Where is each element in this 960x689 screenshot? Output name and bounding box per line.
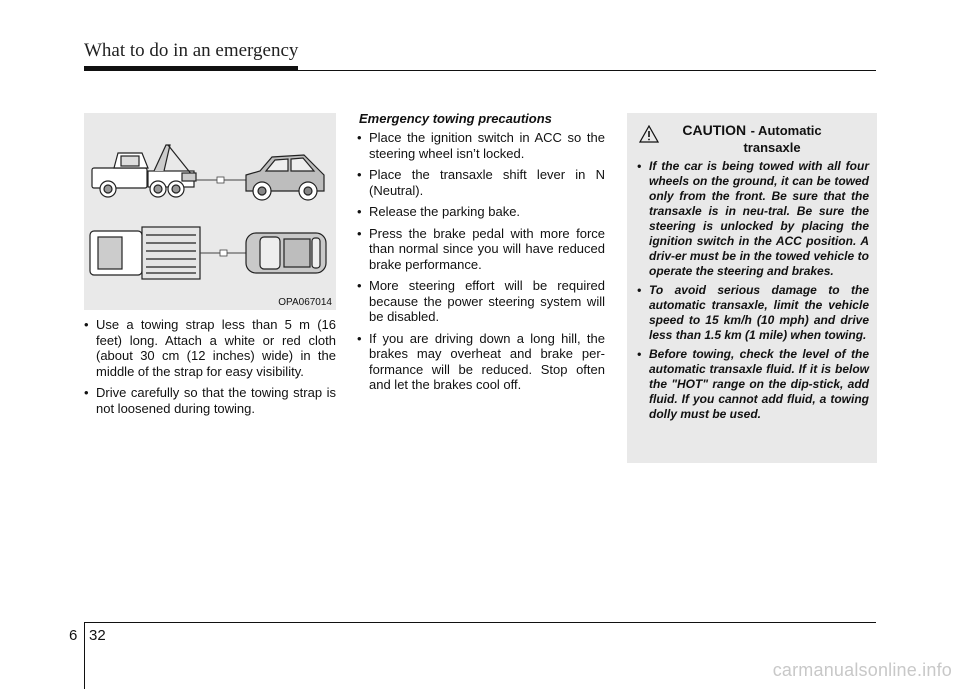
list-item: • Place the transaxle shift lever in N (Neutral).: [357, 167, 605, 198]
page-title: What to do in an emergency: [84, 40, 299, 61]
list-item: • Drive carefully so that the towing strap is not loosened during towing.: [84, 385, 336, 416]
towing-strap-list: [84, 317, 336, 416]
caution-title: [627, 122, 877, 155]
towed-car-top-icon: [246, 233, 326, 273]
caution-subtitle-2: transaxle: [743, 140, 801, 155]
precautions-list: [357, 130, 605, 393]
list-item: • If the car is being towed with all four wheels on the ground, it can be towed only from the front. Be sure that the transaxle is in neu-tral. Be sure the steering is unlocked by placing the ignition switch in the ACC position. A driv-er must be in the towed vehicle to operate the steering and brakes.: [637, 159, 869, 279]
list-item: • Before towing, check the level of the automatic transaxle fluid. If it is below the "HOT" range on the dip-stick, add fluid. If you cannot add fluid, a towing dolly must be used.: [637, 347, 869, 422]
column-1: [84, 317, 336, 422]
chapter-number: 6: [69, 627, 78, 644]
caution-box: [627, 113, 877, 463]
list-item: • Release the parking bake.: [357, 204, 605, 220]
list-item: • Press the brake pedal with more force than normal since you will have reduced brake performance.: [357, 226, 605, 273]
list-item: • If you are driving down a long hill, the brakes may overheat and brake per-formance will be reduced. Stop often and let the brakes cool off.: [357, 331, 605, 393]
tow-truck-diagram: [84, 113, 336, 310]
page-number: 32: [89, 627, 106, 644]
warning-triangle-icon: [639, 125, 659, 143]
towing-illustration: [84, 113, 336, 310]
column-2: [357, 111, 605, 399]
footer-rule: [84, 622, 876, 623]
section-subheading: Emergency towing precautions: [359, 111, 552, 126]
caution-word: CAUTION: [682, 122, 747, 138]
header-rule: [84, 70, 876, 71]
watermark: carmanualsonline.info: [772, 660, 952, 680]
list-item: • To avoid serious damage to the automatic transaxle, limit the vehicle speed to 15 km/h (10 mph) and drive less than 1.5 km (1 mile) when towing.: [637, 283, 869, 343]
towed-car-side-icon: [246, 155, 324, 200]
caution-subtitle: - Automatic: [750, 123, 822, 138]
strap-cloth-marker: [217, 177, 224, 183]
caution-list: [637, 159, 869, 426]
tow-truck-side-icon: [92, 145, 196, 197]
list-item: • More steering effort will be required because the power steering system will be disabled.: [357, 278, 605, 325]
tow-truck-top-icon: [90, 227, 200, 279]
footer-divider: [84, 622, 85, 689]
figure-code: OPA067014: [278, 297, 332, 308]
list-item: • Use a towing strap less than 5 m (16 feet) long. Attach a white or red cloth (about 30 cm (12 inches) wide) in the middle of the strap for easy visibility.: [84, 317, 336, 379]
list-item: • Place the ignition switch in ACC so the steering wheel isn’t locked.: [357, 130, 605, 161]
